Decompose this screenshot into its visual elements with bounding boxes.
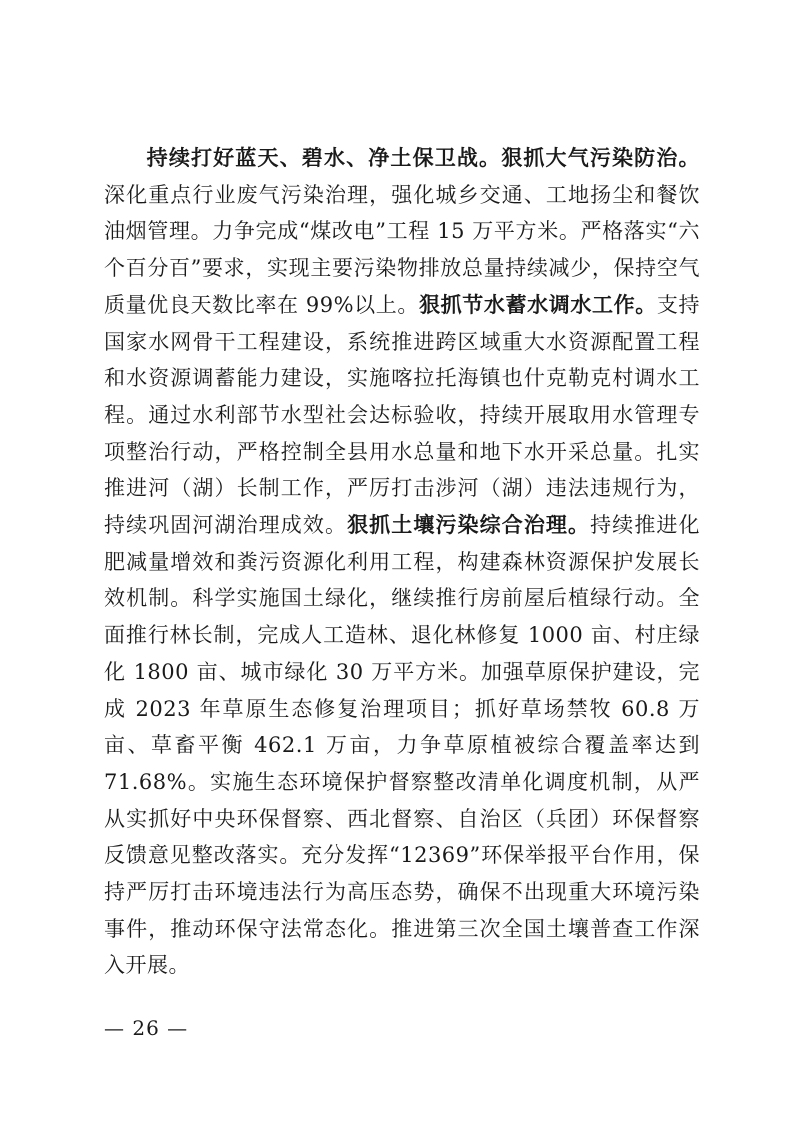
section-heading-water: 狠抓节水蓄水调水工作。	[419, 292, 657, 317]
page-number: — 26 —	[104, 1016, 189, 1040]
section-heading-soil: 狠抓土壤污染综合治理。	[347, 513, 591, 538]
body-text-soil: 持续推进化肥减量增效和粪污资源化利用工程，构建森林资源保护发展长效机制。科学实施国土绿化，继续推行房前屋后植绿行动。全面推行林长制，完成人工造林、退化林修复 1000 亩、村庄绿化 1800 亩、城市绿化 30 万平方米。加强草原保护建设，完成 2023 年草原生态修复治理项目；抓好草场禁牧 60.8 万亩、草畜平衡 462.1 万亩，力争草原植被综合覆盖率达到 71.68%。实施生态环境保护督察整改清单化调度机制，从严从实抓好中央环保督察、西北督察、自治区（兵团）环保督察反馈意见整改落实。充分发挥“12369”环保举报平台作用，保持严厉打击环境违法行为高压态势，确保不出现重大环境污染事件，推动环保守法常态化。推进第三次全国土壤普查工作深入开展。	[104, 513, 701, 978]
body-text-air: 深化重点行业废气污染治理，强化城乡交通、工地扬尘和餐饮油烟管理。力争完成“煤改电”工程 15 万平方米。严格落实“六个百分百”要求，实现主要污染物排放总量持续减少，保持空气质量优良天数比率在 99%以上。	[104, 182, 700, 317]
body-paragraph	[104, 140, 700, 984]
body-text-water: 支持国家水网骨干工程建设，系统推进跨区域重大水资源配置工程和水资源调蓄能力建设，实施喀拉托海镇也什克勒克村调水工程。通过水利部节水型社会达标验收，持续开展取用水管理专项整治行动，严格控制全县用水总量和地下水开采总量。扎实推进河（湖）长制工作，严厉打击涉河（湖）违法违规行为，持续巩固河湖治理成效。	[104, 292, 700, 538]
section-heading-air: 狠抓大气污染防治。	[501, 146, 700, 170]
section-heading-battle: 持续打好蓝天、碧水、净土保卫战。	[146, 146, 502, 170]
